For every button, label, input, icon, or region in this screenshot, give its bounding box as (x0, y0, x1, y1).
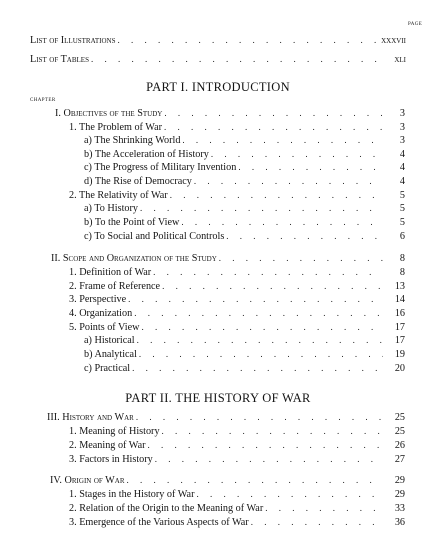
part-heading: PART I. INTRODUCTION (146, 80, 290, 94)
toc-section (69, 321, 405, 333)
toc-entry-page: 4 (399, 176, 405, 187)
toc-chapter (51, 252, 405, 264)
toc-entry-page: 8 (399, 267, 405, 278)
toc-entry-page: 3 (399, 108, 405, 119)
toc-entry-label: 3. Perspective (69, 294, 127, 305)
toc-entry-page: 4 (399, 162, 405, 173)
toc-section (69, 439, 405, 451)
toc-entry-page: 5 (399, 203, 405, 214)
toc-entry-label: 4. Organization (69, 308, 133, 319)
toc-entry-label: a) The Shrinking World (84, 135, 181, 146)
toc-subsection (84, 175, 405, 187)
toc-entry-label: c) Practical (84, 363, 131, 374)
toc-entry-page: 3 (399, 135, 405, 146)
toc-entry-label: 1. The Problem of War (69, 122, 163, 133)
toc-section (69, 453, 405, 465)
toc-entry-page: 13 (394, 281, 405, 292)
toc-entry-label: IV. Origin of War (50, 475, 125, 486)
toc-section (69, 266, 405, 278)
toc-entry-page: 26 (394, 440, 405, 451)
toc-entry-page: 16 (394, 308, 405, 319)
toc-subsection (84, 202, 405, 214)
toc-entry-label: 3. Emergence of the Various Aspects of War (69, 517, 249, 528)
toc-subsection (84, 148, 405, 160)
toc-entry-label: c) To Social and Political Controls (84, 231, 225, 242)
toc-entry-label: 3. Factors in History (69, 454, 153, 465)
toc-subsection (84, 134, 405, 146)
toc-entry-label: 1. Meaning of History (69, 426, 160, 437)
toc-entry-front (30, 34, 406, 46)
toc-entry-label: List of Tables (30, 54, 89, 65)
toc-entry-label: List of Illustrations (30, 35, 116, 46)
page-column-header: PAGE (408, 22, 423, 27)
toc-entry-page: 6 (399, 231, 405, 242)
toc-entry-page: 5 (399, 217, 405, 228)
toc-entry-label: c) The Progress of Military Invention (84, 162, 237, 173)
toc-entry-page: 19 (394, 349, 405, 360)
toc-entry-page: 14 (394, 294, 405, 305)
toc-section (69, 516, 405, 528)
toc-subsection (84, 161, 405, 173)
toc-entry-label: b) To the Point of View (84, 217, 180, 228)
toc-entry-label: 2. Relation of the Origin to the Meaning of War (69, 503, 264, 514)
toc-entry-front (30, 53, 406, 65)
toc-section (69, 121, 405, 133)
toc-section (69, 307, 405, 319)
toc-entry-page: 33 (394, 503, 405, 514)
toc-entry-page: 29 (394, 489, 405, 500)
toc-subsection (84, 348, 405, 360)
toc-entry-page: 27 (394, 454, 405, 465)
toc-section (69, 293, 405, 305)
toc-entry-page: 36 (394, 517, 405, 528)
toc-chapter (50, 474, 405, 486)
toc-chapter (47, 411, 405, 423)
toc-section (69, 502, 405, 514)
toc-entry-label: a) Historical (84, 335, 135, 346)
toc-subsection (84, 216, 405, 228)
toc-subsection (84, 362, 405, 374)
toc-entry-label: III. History and War (47, 412, 134, 423)
toc-entry-label: I. Objectives of the Study (55, 108, 163, 119)
toc-entry-label: 5. Points of View (69, 322, 140, 333)
toc-entry-page: xxxvii (381, 35, 406, 46)
toc-entry-page: 3 (399, 122, 405, 133)
toc-section (69, 189, 405, 201)
toc-entry-label: 2. The Relativity of War (69, 190, 168, 201)
toc-entry-page: 8 (399, 253, 405, 264)
toc-entry-page: 20 (394, 363, 405, 374)
toc-entry-label: b) The Acceleration of History (84, 149, 209, 160)
toc-section (69, 280, 405, 292)
toc-entry-page: xli (394, 54, 406, 65)
toc-entry-page: 29 (394, 475, 405, 486)
toc-entry-page: 25 (394, 412, 405, 423)
toc-section (69, 425, 405, 437)
toc-entry-page: 5 (399, 190, 405, 201)
toc-entry-page: 4 (399, 149, 405, 160)
chapter-column-header: CHAPTER (30, 98, 56, 103)
toc-entry-label: 2. Meaning of War (69, 440, 146, 451)
toc-entry-page: 17 (394, 322, 405, 333)
toc-entry-label: 1. Definition of War (69, 267, 152, 278)
toc-subsection (84, 334, 405, 346)
toc-entry-label: d) The Rise of Democracy (84, 176, 192, 187)
toc-entry-label: 1. Stages in the History of War (69, 489, 195, 500)
toc-subsection (84, 230, 405, 242)
toc-entry-label: b) Analytical (84, 349, 137, 360)
toc-section (69, 488, 405, 500)
toc-entry-label: a) To History (84, 203, 138, 214)
toc-entry-label: 2. Frame of Reference (69, 281, 161, 292)
toc-entry-page: 25 (394, 426, 405, 437)
toc-entry-label: II. Scope and Organization of the Study (51, 253, 217, 264)
toc-chapter (55, 107, 405, 119)
part-heading: PART II. THE HISTORY OF WAR (125, 391, 311, 405)
toc-entry-page: 17 (394, 335, 405, 346)
